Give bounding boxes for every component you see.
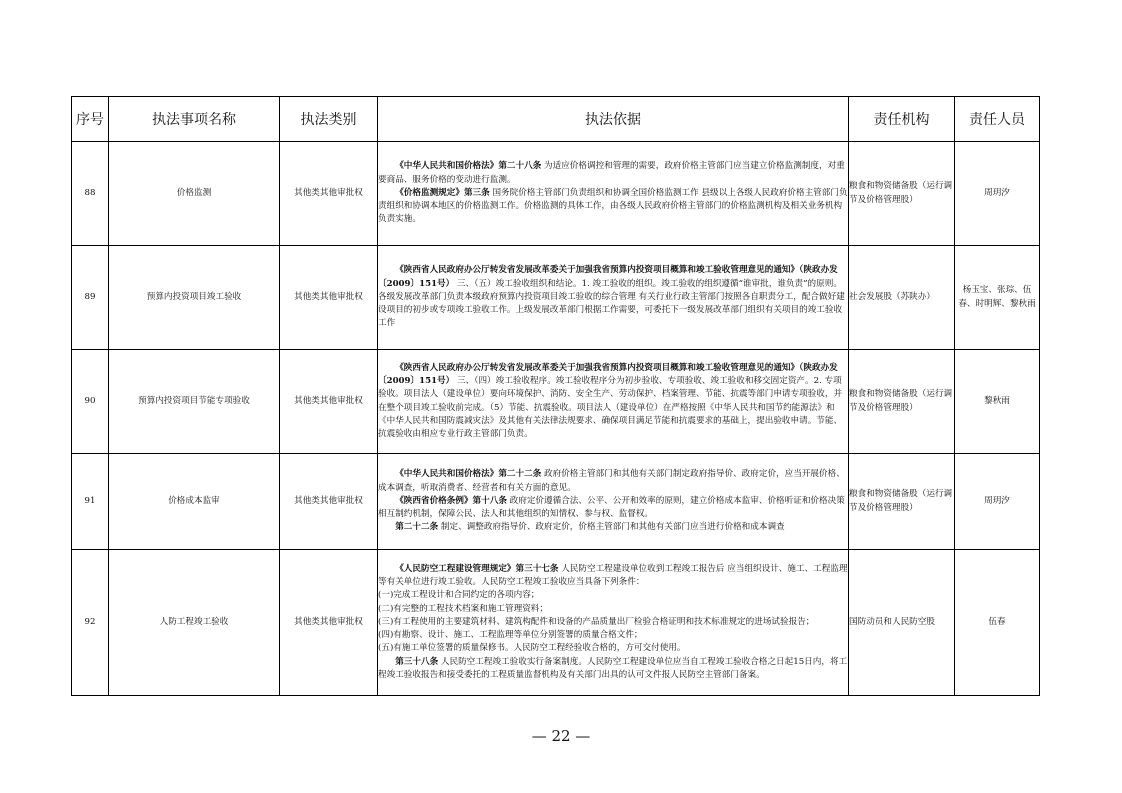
basis-paragraph xyxy=(378,521,848,534)
enforcement-table xyxy=(71,96,1040,696)
agency-cell: 粮食和物资储备股（运行调节及价格管理股） xyxy=(849,454,955,550)
basis-text: 国务院价格主管部门负责组织和协调全国价格监测工作 县级以上各级人民政府价格主管部门负责组织和协调本地区的价格监测工作。价格监测的具体工作，由各级人民政府价格主管部门的价格监测机构及相关业务机构负责实施。 xyxy=(378,187,848,225)
header-category: 执法类别 xyxy=(280,97,378,142)
basis-citation: 《陕西省人民政府办公厅转发省发展改革委关于加强我省预算内投资项目概算和竣工验收管理意见的通知》（陕政办发〔2009〕151号） xyxy=(378,265,838,289)
item-name-cell: 价格监测 xyxy=(109,142,280,246)
person-cell: 周玥汐 xyxy=(955,454,1040,550)
header-agency: 责任机构 xyxy=(849,97,955,142)
table-row xyxy=(72,350,1040,454)
basis-text: (四)有勘察、设计、施工、工程监理等单位分别签署的质量合格文件； xyxy=(378,630,643,641)
row-number: 92 xyxy=(72,550,109,696)
basis-text: 制定、调整政府指导价、政府定价，价格主管部门和其他有关部门应当进行价格和成本调查 xyxy=(438,522,785,533)
table-row xyxy=(72,246,1040,350)
basis-citation: 《陕西省价格条例》第十八条 xyxy=(395,495,507,506)
person-cell: 杨玉宝、张琮、伍春、时明辉、黎秋雨 xyxy=(955,246,1040,350)
basis-text: 人民防空工程建设单位收到工程竣工报告后 应当组织设计、施工、工程监理等有关单位进行竣工验收。人民防空工程竣工验收应当具备下列条件： xyxy=(378,564,848,588)
basis-paragraph xyxy=(378,264,848,330)
basis-paragraph xyxy=(378,468,848,494)
basis-paragraph xyxy=(378,656,848,682)
basis-text: (三)有工程使用的主要建筑材料、建筑构配件和设备的产品质量出厂检验合格证明和技术标准规定的进场试验报告； xyxy=(378,616,815,627)
basis-citation: 《中华人民共和国价格法》第二十二条 xyxy=(395,469,542,480)
basis-text: 三、（四）竣工验收程序。竣工验收程序分为初步验收、专项验收、竣工验收和移交固定资产。2. 专项验收。项目法人（建设单位）要向环境保护、消防、安全生产、劳动保护、档案管理、节能、抗震等部门申请专项验收，并在整个项目竣工验收前完成。（5）节能、抗震验收。项目法人（建设单位）在严格按照《中华人民共和国节约能源法》和《中华人民共和国防震减灾法》及其他有关法律法规要求、确保项目满足节能和抗震要求的基础上，提出验收申请。节能、抗震验收由相应专业行政主管部门负责。 xyxy=(378,376,843,439)
basis-text: (一)完成工程设计和合同约定的各项内容； xyxy=(378,590,540,601)
basis-citation: 《人民防空工程建设管理规定》第三十七条 xyxy=(395,564,559,575)
item-name-cell: 价格成本监审 xyxy=(109,454,280,550)
basis-citation: 《陕西省人民政府办公厅转发省发展改革委关于加强我省预算内投资项目概算和竣工验收管理意见的通知》（陕政办发〔2009〕151号） xyxy=(378,362,838,387)
basis-paragraph xyxy=(378,495,848,521)
table-header-row xyxy=(72,97,1040,142)
agency-cell: 粮食和物资储备股（运行调节及价格管理股） xyxy=(849,350,955,454)
category-cell: 其他类其他审批权 xyxy=(280,454,378,550)
basis-paragraph xyxy=(378,616,848,629)
item-name-cell: 预算内投资项目竣工验收 xyxy=(109,246,280,350)
basis-paragraph xyxy=(378,629,848,642)
row-number: 90 xyxy=(72,350,109,454)
basis-text: 为适应价格调控和管理的需要，政府价格主管部门应当建立价格监测制度，对重要商品、服务价格的变动进行监测。 xyxy=(378,161,845,185)
basis-text: (五)有施工单位签署的质量保修书。人民防空工程经验收合格的，方可交付使用。 xyxy=(378,643,686,654)
basis-text: 人民防空工程竣工验收实行备案制度。人民防空工程建设单位应当自工程竣工验收合格之日起15日内，将工程竣工验收报告和接受委托的工程质量监督机构及有关部门出具的认可文件报人民防空主管部门备案。 xyxy=(378,656,848,680)
person-cell: 黎秋雨 xyxy=(955,350,1040,454)
basis-text: (二)有完整的工程技术档案和施工管理资料； xyxy=(378,603,548,614)
basis-citation: 第三十八条 xyxy=(395,656,439,667)
table-row xyxy=(72,550,1040,696)
basis-cell xyxy=(378,246,849,350)
header-item-name: 执法事项名称 xyxy=(109,97,280,142)
basis-paragraph xyxy=(378,187,848,227)
row-number: 88 xyxy=(72,142,109,246)
header-basis: 执法依据 xyxy=(378,97,849,142)
item-name-cell: 人防工程竣工验收 xyxy=(109,550,280,696)
category-cell: 其他类其他审批权 xyxy=(280,550,378,696)
basis-paragraph xyxy=(378,362,848,441)
basis-cell xyxy=(378,142,849,246)
header-no: 序号 xyxy=(72,97,109,142)
agency-cell: 粮食和物资储备股（运行调节及价格管理股） xyxy=(849,142,955,246)
basis-text: 政府定价遵循合法、公平、公开和效率的原则，建立价格成本监审、价格听证和价格决策相互制约机制，保障公民、法人和其他组织的知情权、参与权、监督权。 xyxy=(378,495,845,520)
basis-citation: 第二十二条 xyxy=(395,522,439,533)
row-number: 91 xyxy=(72,454,109,550)
category-cell: 其他类其他审批权 xyxy=(280,142,378,246)
basis-paragraph xyxy=(378,642,848,655)
person-cell: 伍春 xyxy=(955,550,1040,696)
basis-text: 三、（五）竣工验收组织和结论。1. 竣工验收的组织。竣工验收的组织遵循“谁审批，谁负责”的原则。各级发展改革部门负责本级政府预算内投资项目竣工验收的综合管理 有关行业行政主管部门按照各自职责分工，配合做好建设项目的初步或专项竣工验收工作。上级发展改革部门根据工作需要，可委托下一级发展改革部门组织有关项目的竣工验收工作 xyxy=(378,278,845,329)
basis-paragraph xyxy=(378,589,848,602)
basis-text: 政府价格主管部门和其他有关部门制定政府指导价、政府定价，应当开展价格、成本调查，听取消费者、经营者和有关方面的意见。 xyxy=(378,469,845,493)
basis-citation: 《中华人民共和国价格法》第二十八条 xyxy=(395,161,542,172)
basis-cell xyxy=(378,550,849,696)
basis-paragraph xyxy=(378,563,848,589)
category-cell: 其他类其他审批权 xyxy=(280,350,378,454)
person-cell: 周玥汐 xyxy=(955,142,1040,246)
basis-paragraph xyxy=(378,160,848,186)
basis-citation: 《价格监测规定》第三条 xyxy=(395,187,490,198)
page-number: — 22 — xyxy=(531,727,591,745)
agency-cell: 社会发展股（苏陕办） xyxy=(849,246,955,350)
category-cell: 其他类其他审批权 xyxy=(280,246,378,350)
table-row xyxy=(72,454,1040,550)
agency-cell: 国防动员和人民防空股 xyxy=(849,550,955,696)
table-row xyxy=(72,142,1040,246)
basis-paragraph xyxy=(378,603,848,616)
item-name-cell: 预算内投资项目节能专项验收 xyxy=(109,350,280,454)
row-number: 89 xyxy=(72,246,109,350)
basis-cell xyxy=(378,350,849,454)
header-person: 责任人员 xyxy=(955,97,1040,142)
basis-cell xyxy=(378,454,849,550)
